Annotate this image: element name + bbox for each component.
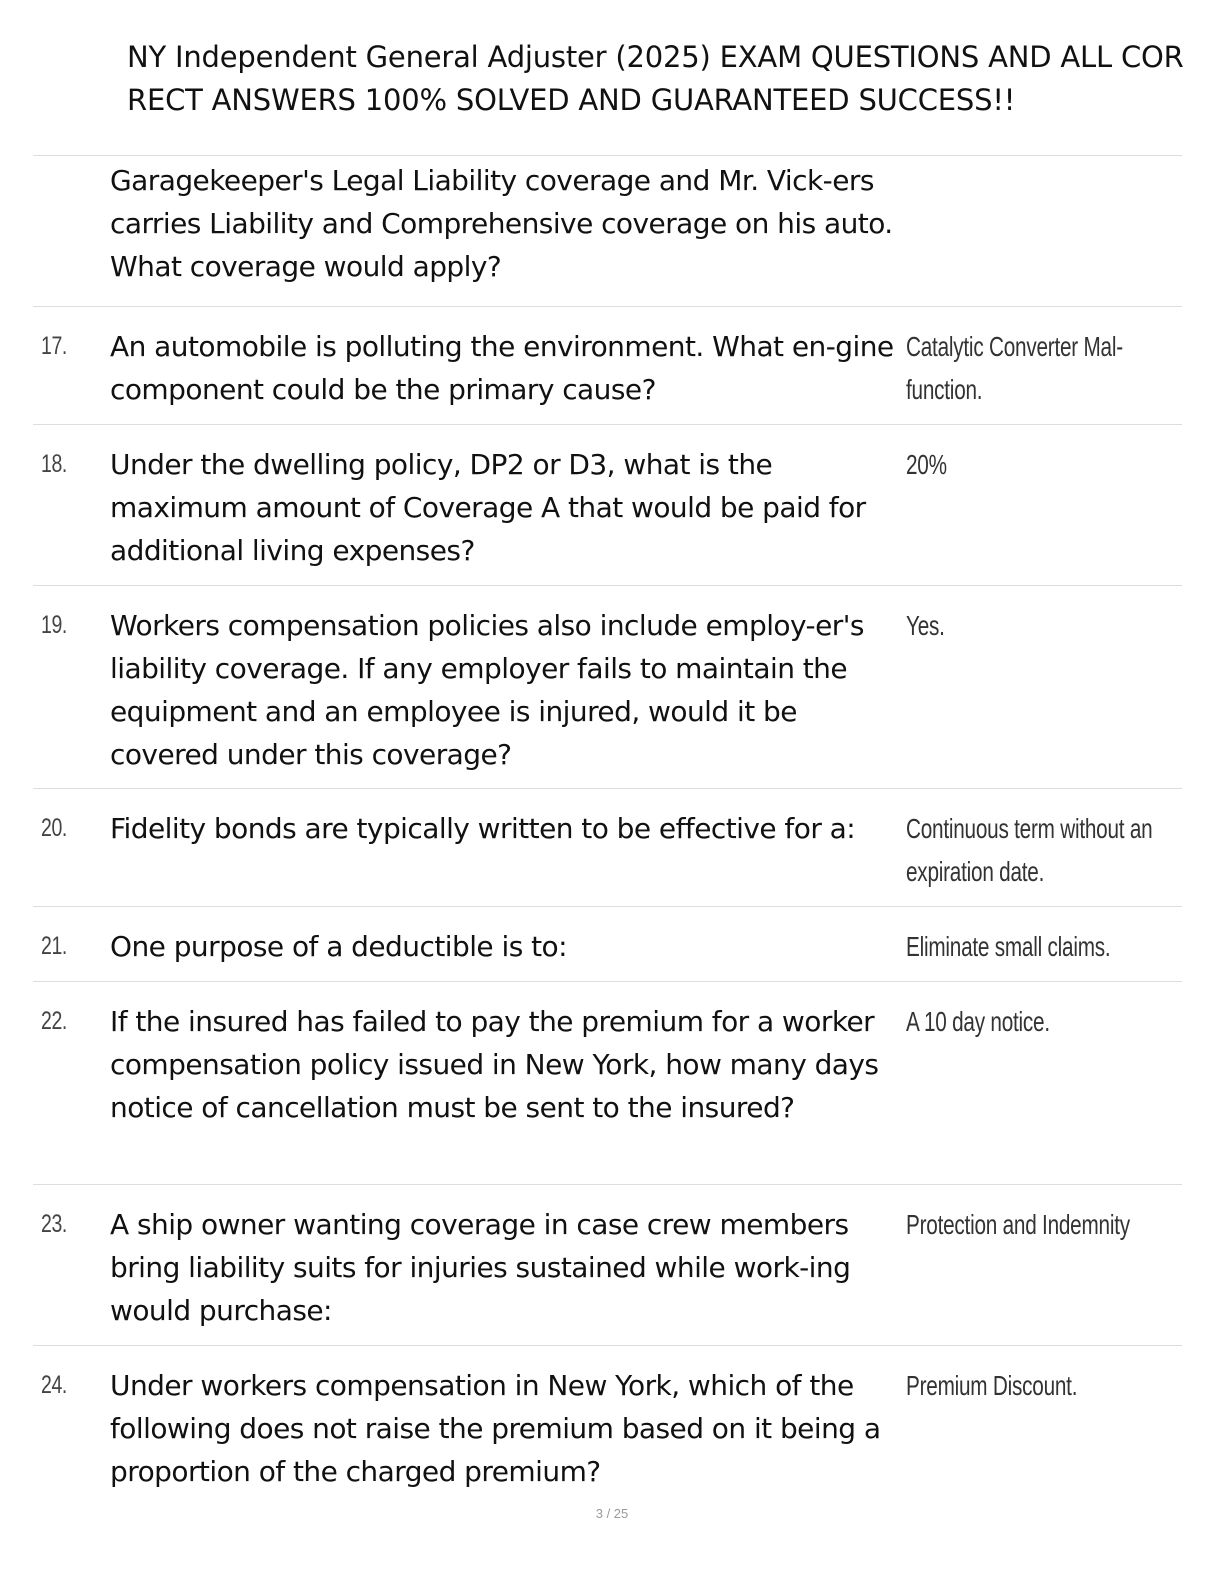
answer-text: A 10 day notice. <box>906 1006 1050 1037</box>
qa-row-18 <box>33 425 1182 586</box>
answer-text: Catalytic Converter Mal-function. <box>906 331 1123 405</box>
question-text: Under workers compensation in New York, which of the following does not raise the premium based on it being a proportion of the charged premium? <box>110 1369 881 1488</box>
answer-text: Continuous term without an expiration date. <box>906 813 1153 887</box>
answer-text: Yes. <box>906 610 945 641</box>
document-title <box>127 36 1217 122</box>
qa-row-continuation <box>33 156 1182 307</box>
qa-row-17 <box>33 307 1182 425</box>
question-text: One purpose of a deductible is to: <box>110 930 567 963</box>
qa-row-19 <box>33 586 1182 789</box>
question-text: Under the dwelling policy, DP2 or D3, what is the maximum amount of Coverage A that would be paid for additional living expenses? <box>110 448 866 567</box>
answer-text: Protection and Indemnity <box>906 1209 1130 1240</box>
answer-text: Premium Discount. <box>906 1370 1078 1401</box>
qa-row-21 <box>33 907 1182 982</box>
document-title-line-1: NY Independent General Adjuster (2025) EXAM QUESTIONS AND ALL COR <box>127 40 1184 74</box>
qa-table <box>33 155 1182 1496</box>
question-number: 21. <box>41 932 67 960</box>
page-number: 3 / 25 <box>595 1506 629 1521</box>
question-text: Fidelity bonds are typically written to be effective for a: <box>110 812 856 845</box>
question-text: A ship owner wanting coverage in case crew members bring liability suits for injuries sustained while work-ing would purchase: <box>110 1208 851 1327</box>
question-text-continued: Garagekeeper's Legal Liability coverage and Mr. Vick-ers carries Liability and Comprehensive coverage on his auto. What coverage would apply? <box>110 164 893 283</box>
document-title-line-2: RECT ANSWERS 100% SOLVED AND GUARANTEED SUCCESS!! <box>127 83 1016 117</box>
question-number: 24. <box>41 1371 67 1399</box>
question-number: 17. <box>41 332 67 360</box>
question-number: 20. <box>41 814 67 842</box>
question-number: 18. <box>41 450 67 478</box>
qa-row-24 <box>33 1346 1182 1496</box>
question-text: Workers compensation policies also include employ-er's liability coverage. If any employer fails to maintain the equipment and an employee is injured, would it be covered under this coverage? <box>110 609 864 771</box>
question-number: 23. <box>41 1210 67 1238</box>
answer-text: 20% <box>906 449 947 480</box>
qa-row-20 <box>33 789 1182 907</box>
question-text: An automobile is polluting the environment. What en-gine component could be the primary cause? <box>110 330 894 406</box>
qa-row-22 <box>33 982 1182 1185</box>
question-number: 22. <box>41 1007 67 1035</box>
answer-text: Eliminate small claims. <box>906 931 1111 962</box>
question-text: If the insured has failed to pay the premium for a worker compensation policy issued in New York, how many days notice of cancellation must be sent to the insured? <box>110 1005 879 1124</box>
question-number: 19. <box>41 611 67 639</box>
qa-row-23 <box>33 1185 1182 1346</box>
